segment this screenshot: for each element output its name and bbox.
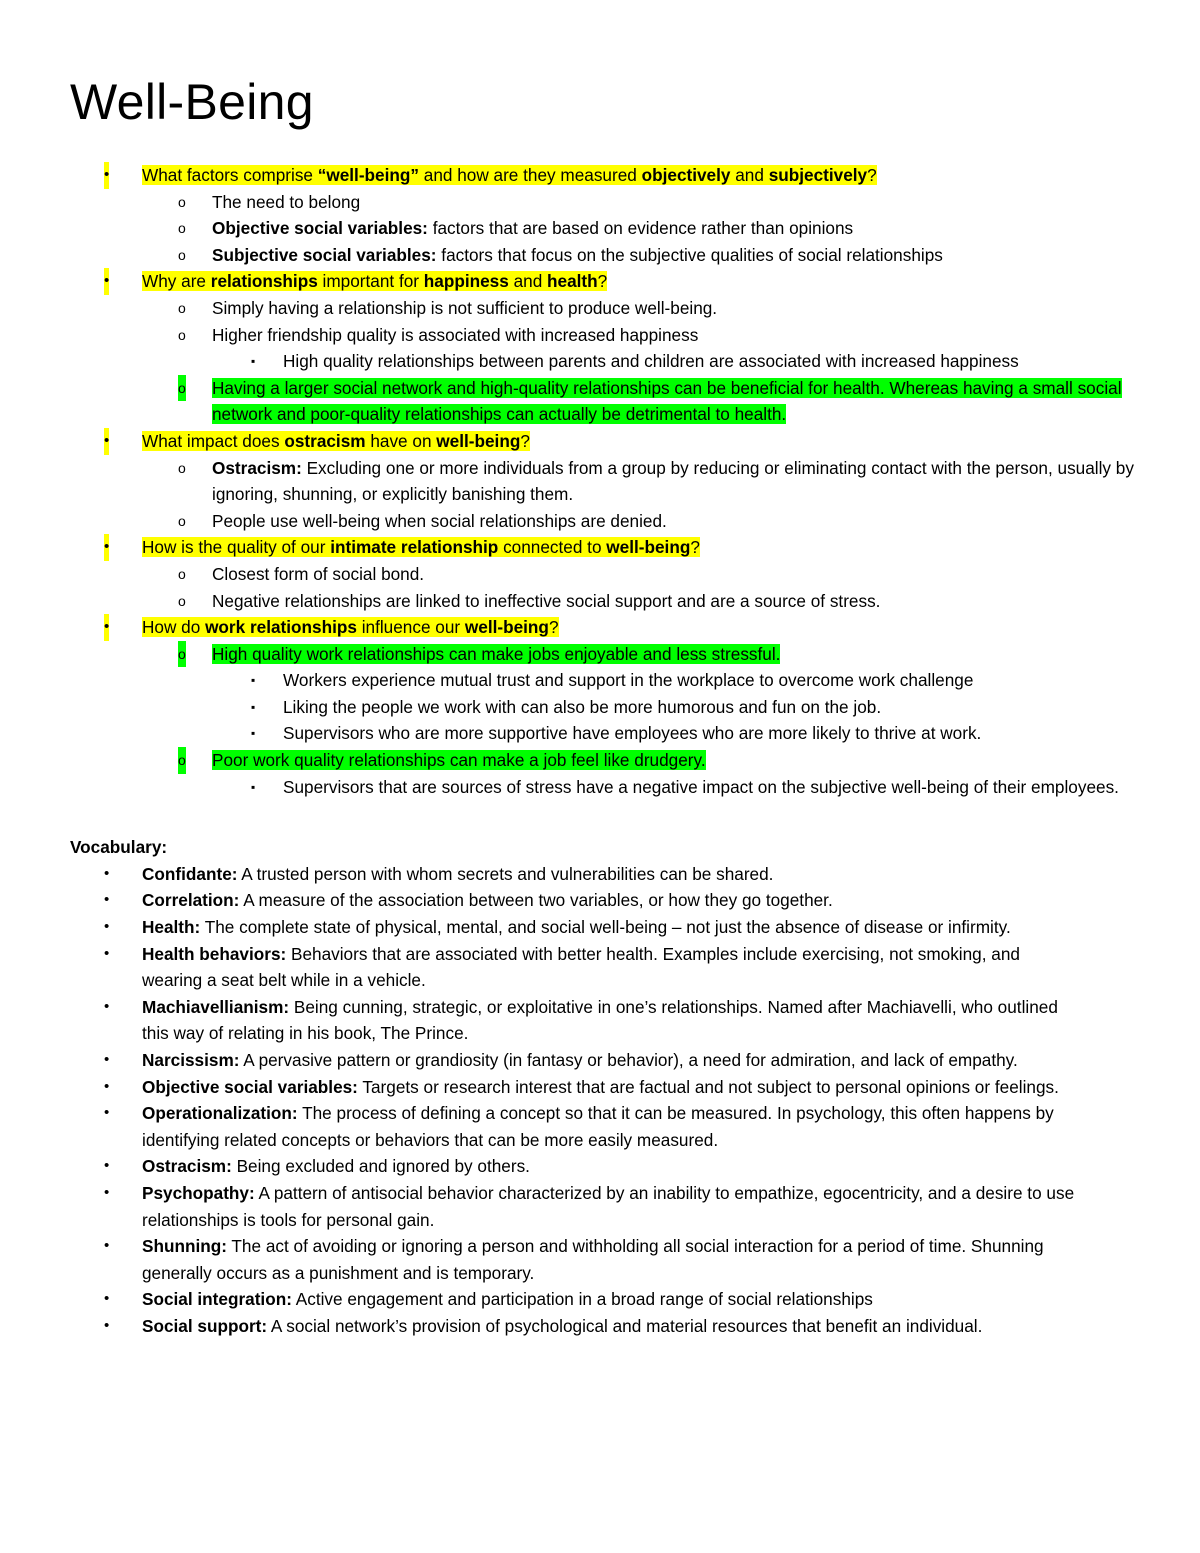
text-run: and bbox=[730, 165, 769, 185]
bullet-marker: ▪ bbox=[251, 699, 256, 714]
bold-text-run: Ostracism: bbox=[212, 457, 302, 478]
outline-item-text bbox=[212, 458, 1134, 505]
text-run: Why are bbox=[142, 271, 211, 292]
outline-item-text bbox=[283, 697, 881, 717]
text-run: What impact does bbox=[142, 430, 285, 451]
vocabulary-definition: A social network’s provision of psychological and material resources that benefit an individual. bbox=[267, 1315, 983, 1336]
outline-item-level-3 bbox=[70, 667, 1140, 694]
outline-item-text bbox=[212, 325, 698, 345]
text-run: and how are they measured bbox=[418, 165, 642, 185]
outline-item-level-2 bbox=[70, 295, 1140, 322]
bullet-marker: o bbox=[178, 375, 186, 402]
outline-item-text bbox=[212, 218, 853, 238]
bold-text-run: well-being bbox=[436, 430, 521, 451]
text-run: Simply having a relationship is not sufficient to produce well-being. bbox=[212, 297, 718, 318]
bullet-marker: o bbox=[178, 193, 186, 210]
bold-text-run: intimate relationship bbox=[330, 537, 499, 558]
outline-item-level-1 bbox=[70, 268, 1140, 295]
vocabulary-item bbox=[70, 941, 1140, 994]
bullet-marker: • bbox=[104, 1077, 110, 1095]
vocabulary-term: Social integration: bbox=[142, 1289, 292, 1310]
outline-item-text bbox=[283, 777, 1119, 797]
page-title: Well-Being bbox=[70, 74, 314, 130]
bold-text-run: Subjective social variables: bbox=[212, 244, 437, 265]
vocabulary-item bbox=[70, 861, 1140, 888]
bold-text-run: relationships bbox=[210, 271, 318, 292]
outline-item-text bbox=[212, 511, 667, 531]
bullet-marker: o bbox=[178, 220, 186, 237]
outline-item-text bbox=[283, 351, 1019, 371]
bullet-marker: • bbox=[104, 944, 110, 962]
text-run: Having a larger social network and high-quality relationships can be beneficial for health. Whereas having a small social network and poor-quality relationships can actually be detrimental to health. bbox=[212, 377, 1122, 425]
vocabulary-term: Ostracism: bbox=[142, 1156, 232, 1177]
vocabulary-item bbox=[70, 914, 1140, 941]
text-run: ? bbox=[548, 617, 559, 638]
vocabulary-item bbox=[70, 1313, 1140, 1340]
outline-item-level-3 bbox=[70, 348, 1140, 375]
text-run: and bbox=[508, 271, 548, 292]
bold-text-run: subjectively bbox=[768, 165, 868, 185]
bullet-marker: • bbox=[104, 614, 109, 641]
outline-item-level-3 bbox=[70, 694, 1140, 721]
outline-item-text bbox=[212, 298, 717, 318]
vocabulary-definition: Active engagement and participation in a broad range of social relationships bbox=[291, 1289, 873, 1310]
bullet-marker: • bbox=[104, 1183, 110, 1201]
outline-item-level-2 bbox=[70, 508, 1140, 535]
bullet-marker: • bbox=[104, 162, 109, 189]
vocabulary-item bbox=[70, 1233, 1140, 1286]
vocabulary-definition: A measure of the association between two variables, or how they go together. bbox=[239, 890, 833, 911]
vocabulary-term: Health: bbox=[142, 917, 201, 938]
vocabulary-term: Correlation: bbox=[142, 890, 240, 911]
vocabulary-item bbox=[70, 1074, 1140, 1101]
outline-item-text bbox=[212, 192, 360, 212]
vocabulary-item bbox=[70, 1180, 1140, 1233]
bullet-marker: • bbox=[104, 1290, 110, 1308]
bullet-marker: o bbox=[178, 459, 186, 476]
vocabulary-item bbox=[70, 887, 1140, 914]
outline-item-level-1 bbox=[70, 534, 1140, 561]
bullet-marker: • bbox=[104, 534, 109, 561]
outline-item-text bbox=[142, 617, 559, 637]
text-run: High quality work relationships can make jobs enjoyable and less stressful. bbox=[212, 643, 781, 664]
bold-text-run: happiness bbox=[423, 271, 509, 292]
text-run: have on bbox=[365, 430, 437, 451]
bullet-marker: • bbox=[104, 1104, 110, 1122]
bullet-marker: • bbox=[104, 997, 110, 1015]
text-run: Supervisors that are sources of stress have a negative impact on the subjective well-being of their employees. bbox=[283, 776, 1119, 797]
outline-item-text bbox=[212, 378, 1122, 425]
vocabulary-term: Health behaviors: bbox=[142, 943, 287, 964]
text-run: Poor work quality relationships can make a job feel like drudgery. bbox=[212, 750, 706, 771]
outline-item-text bbox=[142, 431, 530, 451]
vocabulary-term: Machiavellianism: bbox=[142, 996, 290, 1017]
text-run: ? bbox=[867, 165, 877, 185]
bold-text-run: “well-being” bbox=[317, 165, 419, 185]
outline-item-level-1 bbox=[70, 428, 1140, 455]
bullet-marker: o bbox=[178, 565, 186, 582]
bullet-marker: o bbox=[178, 641, 186, 668]
vocabulary-item bbox=[70, 994, 1140, 1047]
outline-item-text bbox=[212, 564, 424, 584]
text-run: People use well-being when social relationships are denied. bbox=[212, 510, 667, 531]
vocabulary-term: Confidante: bbox=[142, 863, 238, 884]
outline-item-level-2 bbox=[70, 375, 1140, 428]
bullet-marker: o bbox=[178, 512, 186, 529]
vocabulary-item bbox=[70, 1047, 1140, 1074]
outline-item-text bbox=[142, 271, 607, 291]
bullet-marker: • bbox=[104, 1157, 110, 1175]
text-run: factors that focus on the subjective qualities of social relationships bbox=[436, 244, 943, 265]
text-run: Higher friendship quality is associated with increased happiness bbox=[212, 324, 699, 345]
bullet-marker: • bbox=[104, 428, 109, 455]
vocabulary-definition: Targets or research interest that are factual and not subject to personal opinions or feelings. bbox=[357, 1076, 1059, 1097]
bullet-marker: o bbox=[178, 326, 186, 343]
vocabulary-term: Objective social variables: bbox=[142, 1076, 358, 1097]
bullet-marker: ▪ bbox=[251, 726, 256, 741]
vocabulary-list bbox=[70, 861, 1140, 1340]
text-run: connected to bbox=[498, 537, 607, 558]
bold-text-run: ostracism bbox=[284, 430, 366, 451]
text-run: Supervisors who are more supportive have employees who are more likely to thrive at work. bbox=[283, 723, 982, 744]
outline-item-level-1 bbox=[70, 162, 1140, 189]
outline-item-level-2 bbox=[70, 322, 1140, 349]
bullet-marker: o bbox=[178, 299, 186, 316]
bullet-marker: • bbox=[104, 268, 109, 295]
bullet-marker: • bbox=[104, 918, 110, 936]
vocabulary-definition: A pervasive pattern or grandiosity (in fantasy or behavior), a need for admiration, and lack of empathy. bbox=[239, 1050, 1018, 1070]
bullet-marker: o bbox=[178, 246, 186, 263]
text-run: How is the quality of our bbox=[142, 537, 331, 558]
vocabulary-definition: A trusted person with whom secrets and vulnerabilities can be shared. bbox=[237, 863, 774, 884]
text-run: Closest form of social bond. bbox=[212, 563, 425, 584]
outline-item-level-2 bbox=[70, 242, 1140, 269]
text-run: Negative relationships are linked to ineffective social support and are a source of stress. bbox=[212, 590, 881, 611]
text-run: factors that are based on evidence rather than opinions bbox=[427, 218, 854, 239]
notes-outline bbox=[70, 162, 1140, 800]
bullet-marker: • bbox=[104, 891, 110, 909]
bullet-marker: • bbox=[104, 1051, 110, 1068]
outline-item-text bbox=[283, 670, 973, 690]
bold-text-run: objectively bbox=[641, 165, 731, 185]
bullet-marker: ▪ bbox=[251, 779, 256, 794]
outline-item-level-1 bbox=[70, 614, 1140, 641]
vocabulary-item bbox=[70, 1100, 1140, 1153]
vocabulary-definition: A pattern of antisocial behavior characterized by an inability to empathize, egocentricity, and a desire to use relationships is tools for personal gain. bbox=[142, 1182, 1075, 1230]
vocabulary-term: Narcissism: bbox=[142, 1050, 240, 1070]
outline-item-text bbox=[212, 750, 706, 770]
outline-item-level-2 bbox=[70, 641, 1140, 668]
bullet-marker: o bbox=[178, 747, 186, 774]
vocabulary-definition: Behaviors that are associated with better health. Examples include exercising, not smoking, and wearing a seat belt while in a vehicle. bbox=[142, 943, 1020, 991]
vocabulary-heading: Vocabulary: bbox=[70, 837, 168, 858]
text-run: Liking the people we work with can also be more humorous and fun on the job. bbox=[283, 696, 882, 717]
bullet-marker: • bbox=[104, 1316, 110, 1334]
outline-item-level-2 bbox=[70, 215, 1140, 242]
vocabulary-term: Operationalization: bbox=[142, 1103, 298, 1124]
text-run: What factors comprise bbox=[142, 165, 318, 185]
outline-item-level-2 bbox=[70, 189, 1140, 216]
bold-text-run: well-being bbox=[464, 617, 549, 638]
text-run: Workers experience mutual trust and support in the workplace to overcome work challenge bbox=[283, 670, 974, 691]
vocabulary-item bbox=[70, 1286, 1140, 1313]
outline-item-text bbox=[283, 723, 981, 743]
outline-item-text bbox=[212, 245, 943, 265]
bullet-marker: • bbox=[104, 864, 110, 882]
bullet-marker: • bbox=[104, 1237, 110, 1255]
outline-item-text bbox=[212, 644, 780, 664]
text-run: ? bbox=[520, 430, 530, 451]
outline-item-text bbox=[212, 591, 880, 611]
text-run: How do bbox=[142, 617, 206, 638]
outline-item-level-2 bbox=[70, 455, 1140, 508]
text-run: ? bbox=[690, 537, 700, 558]
text-run: influence our bbox=[356, 617, 465, 638]
bold-text-run: Objective social variables: bbox=[212, 218, 428, 239]
vocabulary-definition: The complete state of physical, mental, and social well-being – not just the absence of disease or infirmity. bbox=[200, 917, 1011, 938]
outline-item-text bbox=[142, 165, 877, 185]
outline-item-level-3 bbox=[70, 720, 1140, 747]
outline-item-level-2 bbox=[70, 588, 1140, 615]
outline-item-level-3 bbox=[70, 774, 1140, 801]
text-run: Excluding one or more individuals from a group by reducing or eliminating contact with the person, usually by ignoring, shunning, or explicitly banishing them. bbox=[212, 457, 1134, 505]
outline-item-text bbox=[142, 537, 700, 557]
vocabulary-term: Shunning: bbox=[142, 1236, 227, 1257]
outline-item-level-2 bbox=[70, 747, 1140, 774]
text-run: High quality relationships between parents and children are associated with increased happiness bbox=[283, 351, 1019, 372]
text-run: important for bbox=[317, 271, 424, 292]
vocabulary-term: Social support: bbox=[142, 1315, 268, 1336]
bold-text-run: work relationships bbox=[205, 617, 357, 638]
vocabulary-definition: Being cunning, strategic, or exploitative in one’s relationships. Named after Machiavelli, who outlined this way of relating in his book, The Prince. bbox=[142, 996, 1058, 1044]
bold-text-run: health bbox=[547, 271, 598, 292]
vocabulary-definition: The process of defining a concept so that it can be measured. In psychology, this often happens by identifying related concepts or behaviors that can be more easily measured. bbox=[142, 1103, 1054, 1150]
outline-item-level-2 bbox=[70, 561, 1140, 588]
vocabulary-definition: Being excluded and ignored by others. bbox=[231, 1156, 530, 1177]
text-run: ? bbox=[597, 271, 608, 292]
text-run: The need to belong bbox=[212, 191, 361, 212]
bullet-marker: ▪ bbox=[251, 673, 256, 688]
bullet-marker: ▪ bbox=[251, 354, 256, 369]
vocabulary-item bbox=[70, 1153, 1140, 1180]
bullet-marker: o bbox=[178, 592, 186, 609]
vocabulary-definition: The act of avoiding or ignoring a person and withholding all social interaction for a period of time. Shunning generally occurs as a punishment and is temporary. bbox=[142, 1236, 1044, 1283]
vocabulary-term: Psychopathy: bbox=[142, 1182, 255, 1203]
bold-text-run: well-being bbox=[606, 537, 691, 558]
